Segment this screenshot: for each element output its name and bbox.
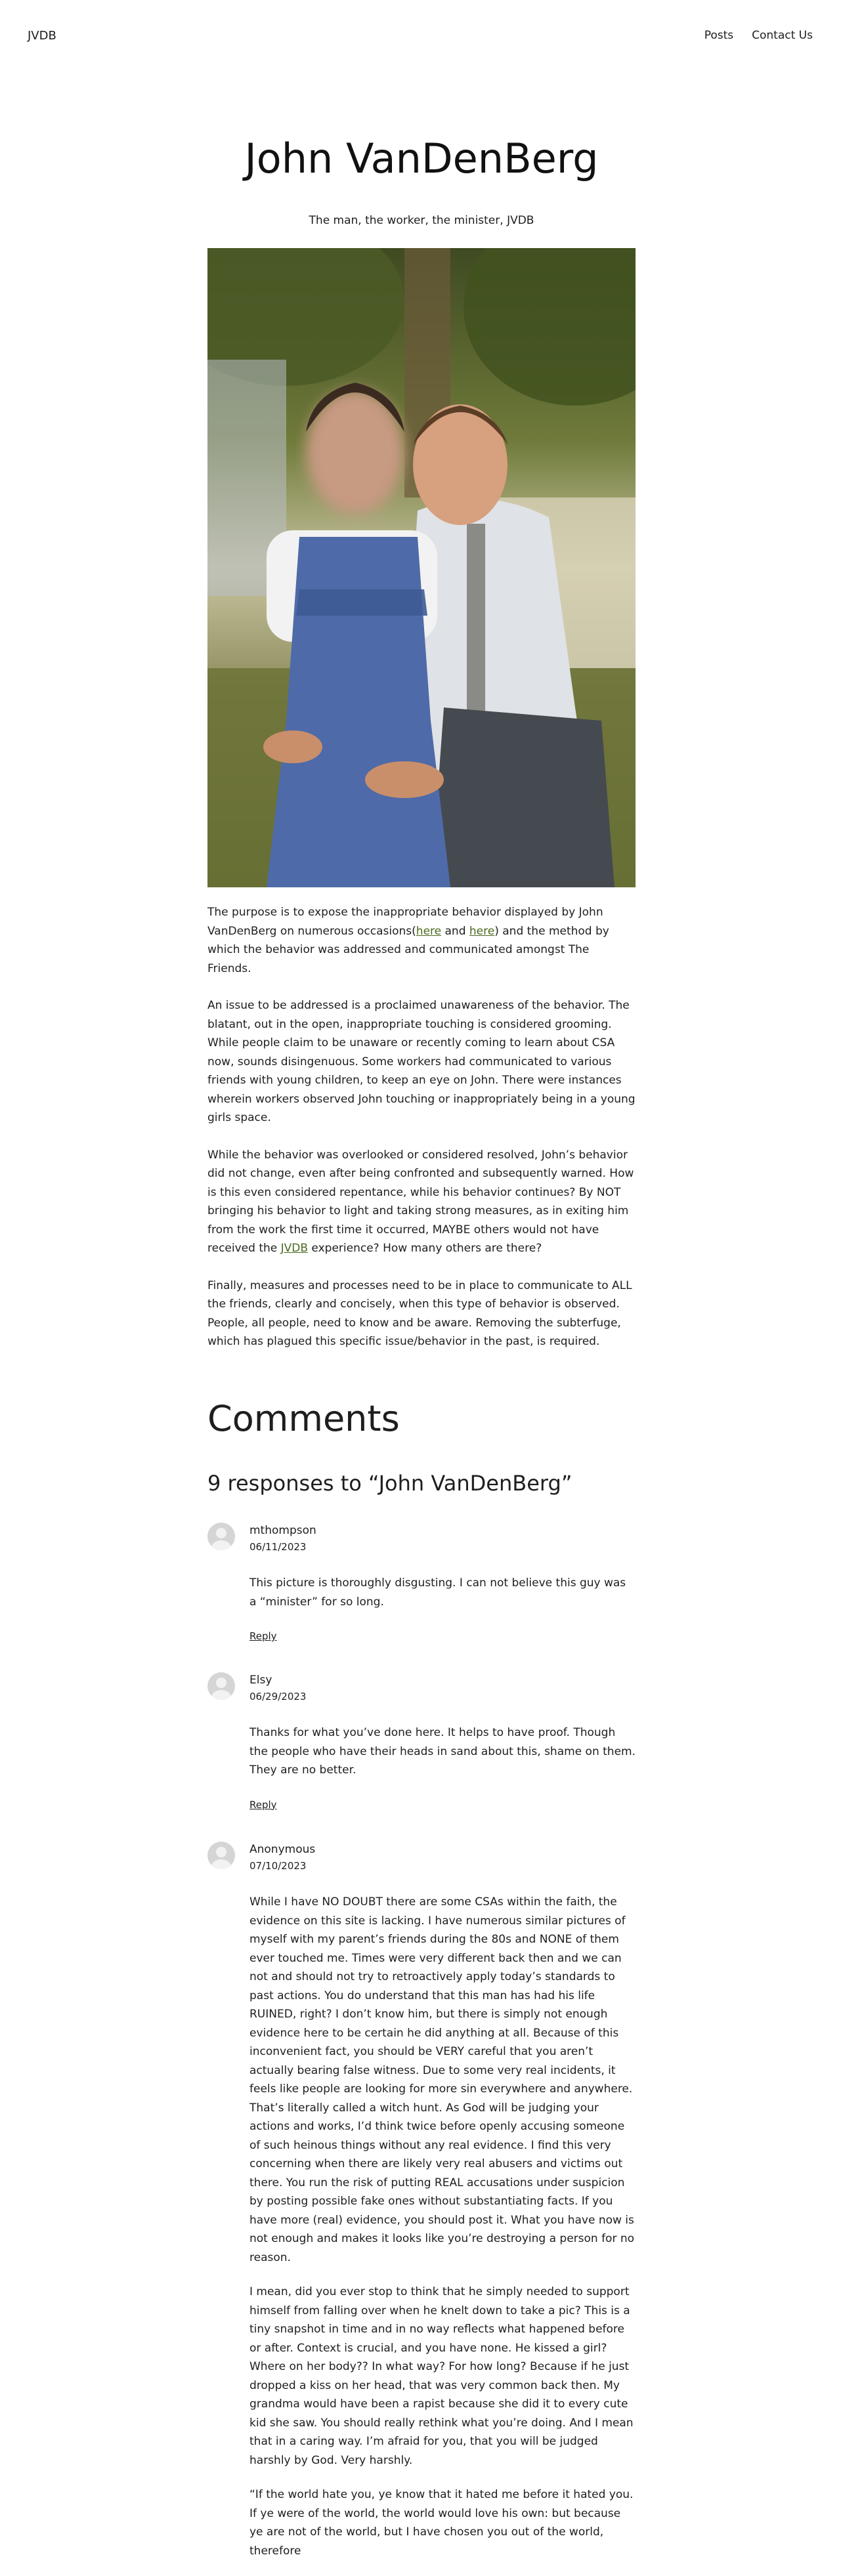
page-title: John VanDenBerg (244, 135, 599, 182)
article-paragraph-4: Finally, measures and processes need to be in place to communicate to ALL the friends, clearly and concisely, when this type of behavior is observed. People, all people, need to know and be aware. Removing the subterfuge, which has plagued this specific issue/behavior in the past, is required. (207, 1278, 632, 1348)
responses-title: 9 responses to “John VanDenBerg” (207, 1471, 573, 1496)
nav-item-posts[interactable]: Posts (704, 29, 734, 42)
comments-heading: Comments (207, 1398, 400, 1439)
page-tagline: The man, the worker, the minister, JVDB (309, 214, 534, 227)
comment-paragraph: While I have NO DOUBT there are some CSAs within the faith, the evidence on this site is lacking. I have numerous similar pictures of myself with my parent’s friends during the 80s and NONE of them ever touched me. Times were very different back then and we can not and should not try to retroactively apply today’s standards to past actions. You do understand that this man has had his life RUINED, right? I don’t know him, but there is simply not enough evidence here to be certain he did anything at all. Because of this inconvenient fact, you should be VERY careful that you aren’t actually bearing false witness. Due to some very real incidents, it feels like people are looking for more sin everywhere and anywhere. That’s literally called a witch hunt. As God will be judging your actions and works, I’d think twice before openly accusing someone of such heinous things without any real evidence. I find this very concerning when there are likely very real abusers and victims out there. You run the risk of putting REAL accusations under suspicion by posting possible fake ones without substantiating facts. If you have more (real) evidence, you should post it. What you have now is not enough and makes it looks like you’re destroying a person for no reason. (249, 1895, 635, 2264)
comment-author: Anonymous (249, 1843, 316, 1856)
comment-paragraph: This picture is thoroughly disgusting. I can not believe this guy was a “minister” for so long. (249, 1576, 626, 1609)
comment-date: 07/10/2023 (249, 1860, 307, 1872)
photo-illustration (207, 248, 636, 887)
avatar-icon (207, 1523, 235, 1550)
article-paragraph-2: An issue to be addressed is a proclaimed unawareness of the behavior. The blatant, out in the open, inappropriate touching is considered grooming. While people claim to be unaware or recently coming to learn about CSA now, sounds disingenuous. Some workers had communicated to various friends with young children, to keep an eye on John. There were instances wherein workers observed John touching or inappropriately being in a young girls space. (207, 999, 636, 1124)
comment-body (249, 1574, 636, 1646)
article-paragraph-1: The purpose is to expose the inappropriate behavior displayed by John VanDenBerg on numerous occasions(here and here) and the method by which the behavior was addressed and communicated amongst The Friends. (207, 906, 609, 975)
article-link-here-1[interactable]: here (416, 924, 442, 938)
comment-paragraph: I mean, did you ever stop to think that he simply needed to support himself from falling over when he knelt down to take a pic? This is a tiny snapshot in time and in no way reflects what happened before or after. Context is crucial, and you have none. He kissed a girl? Where on her body?? In what way? For how long? Because if he just dropped a kiss on her head, that was very common back then. My grandma would have been a rapist because she did it to every cute kid she saw. You should really rethink what you’re doing. And I mean that in a caring way. I’m afraid for you, that you will be judged harshly by God. Very harshly. (249, 2285, 634, 2467)
reply-link[interactable]: Reply (249, 1798, 277, 1811)
article-link-here-2[interactable]: here (469, 924, 495, 938)
featured-photo (207, 248, 636, 887)
comment-body (249, 1723, 636, 1814)
comment-date: 06/11/2023 (249, 1541, 307, 1553)
comment-author: mthompson (249, 1524, 316, 1537)
comment-date: 06/29/2023 (249, 1691, 307, 1702)
site-header (0, 0, 843, 72)
comment-paragraph: “If the world hate you, ye know that it hated me before it hated you. If ye were of the world, the world would love his own: but because ye are not of the world, but I have chosen you out of the world, therefore (249, 2488, 634, 2558)
nav-item-contact-us[interactable]: Contact Us (752, 29, 813, 42)
comment-author: Elsy (249, 1674, 272, 1687)
comment-paragraph: Thanks for what you’ve done here. It helps to have proof. Though the people who have their heads in sand about this, shame on them. They are no better. (249, 1726, 636, 1777)
comment-body (249, 1893, 636, 2576)
avatar-icon (207, 1672, 235, 1700)
main-nav (704, 29, 813, 42)
article-body (207, 903, 636, 1370)
site-title-link[interactable]: JVDB (28, 29, 56, 43)
article-link-jvdb[interactable]: JVDB (280, 1242, 309, 1255)
avatar-icon (207, 1842, 235, 1869)
reply-link[interactable]: Reply (249, 1630, 277, 1642)
article-paragraph-3: While the behavior was overlooked or considered resolved, John’s behavior did not change, even after being confronted and subsequently warned. How is this even considered repentance, while his behavior continues? By NOT bringing his behavior to light and taking strong measures, as in exiting him from the work the first time it occurred, MAYBE others would not have received the JVDB experience? How many others are there? (207, 1148, 634, 1255)
